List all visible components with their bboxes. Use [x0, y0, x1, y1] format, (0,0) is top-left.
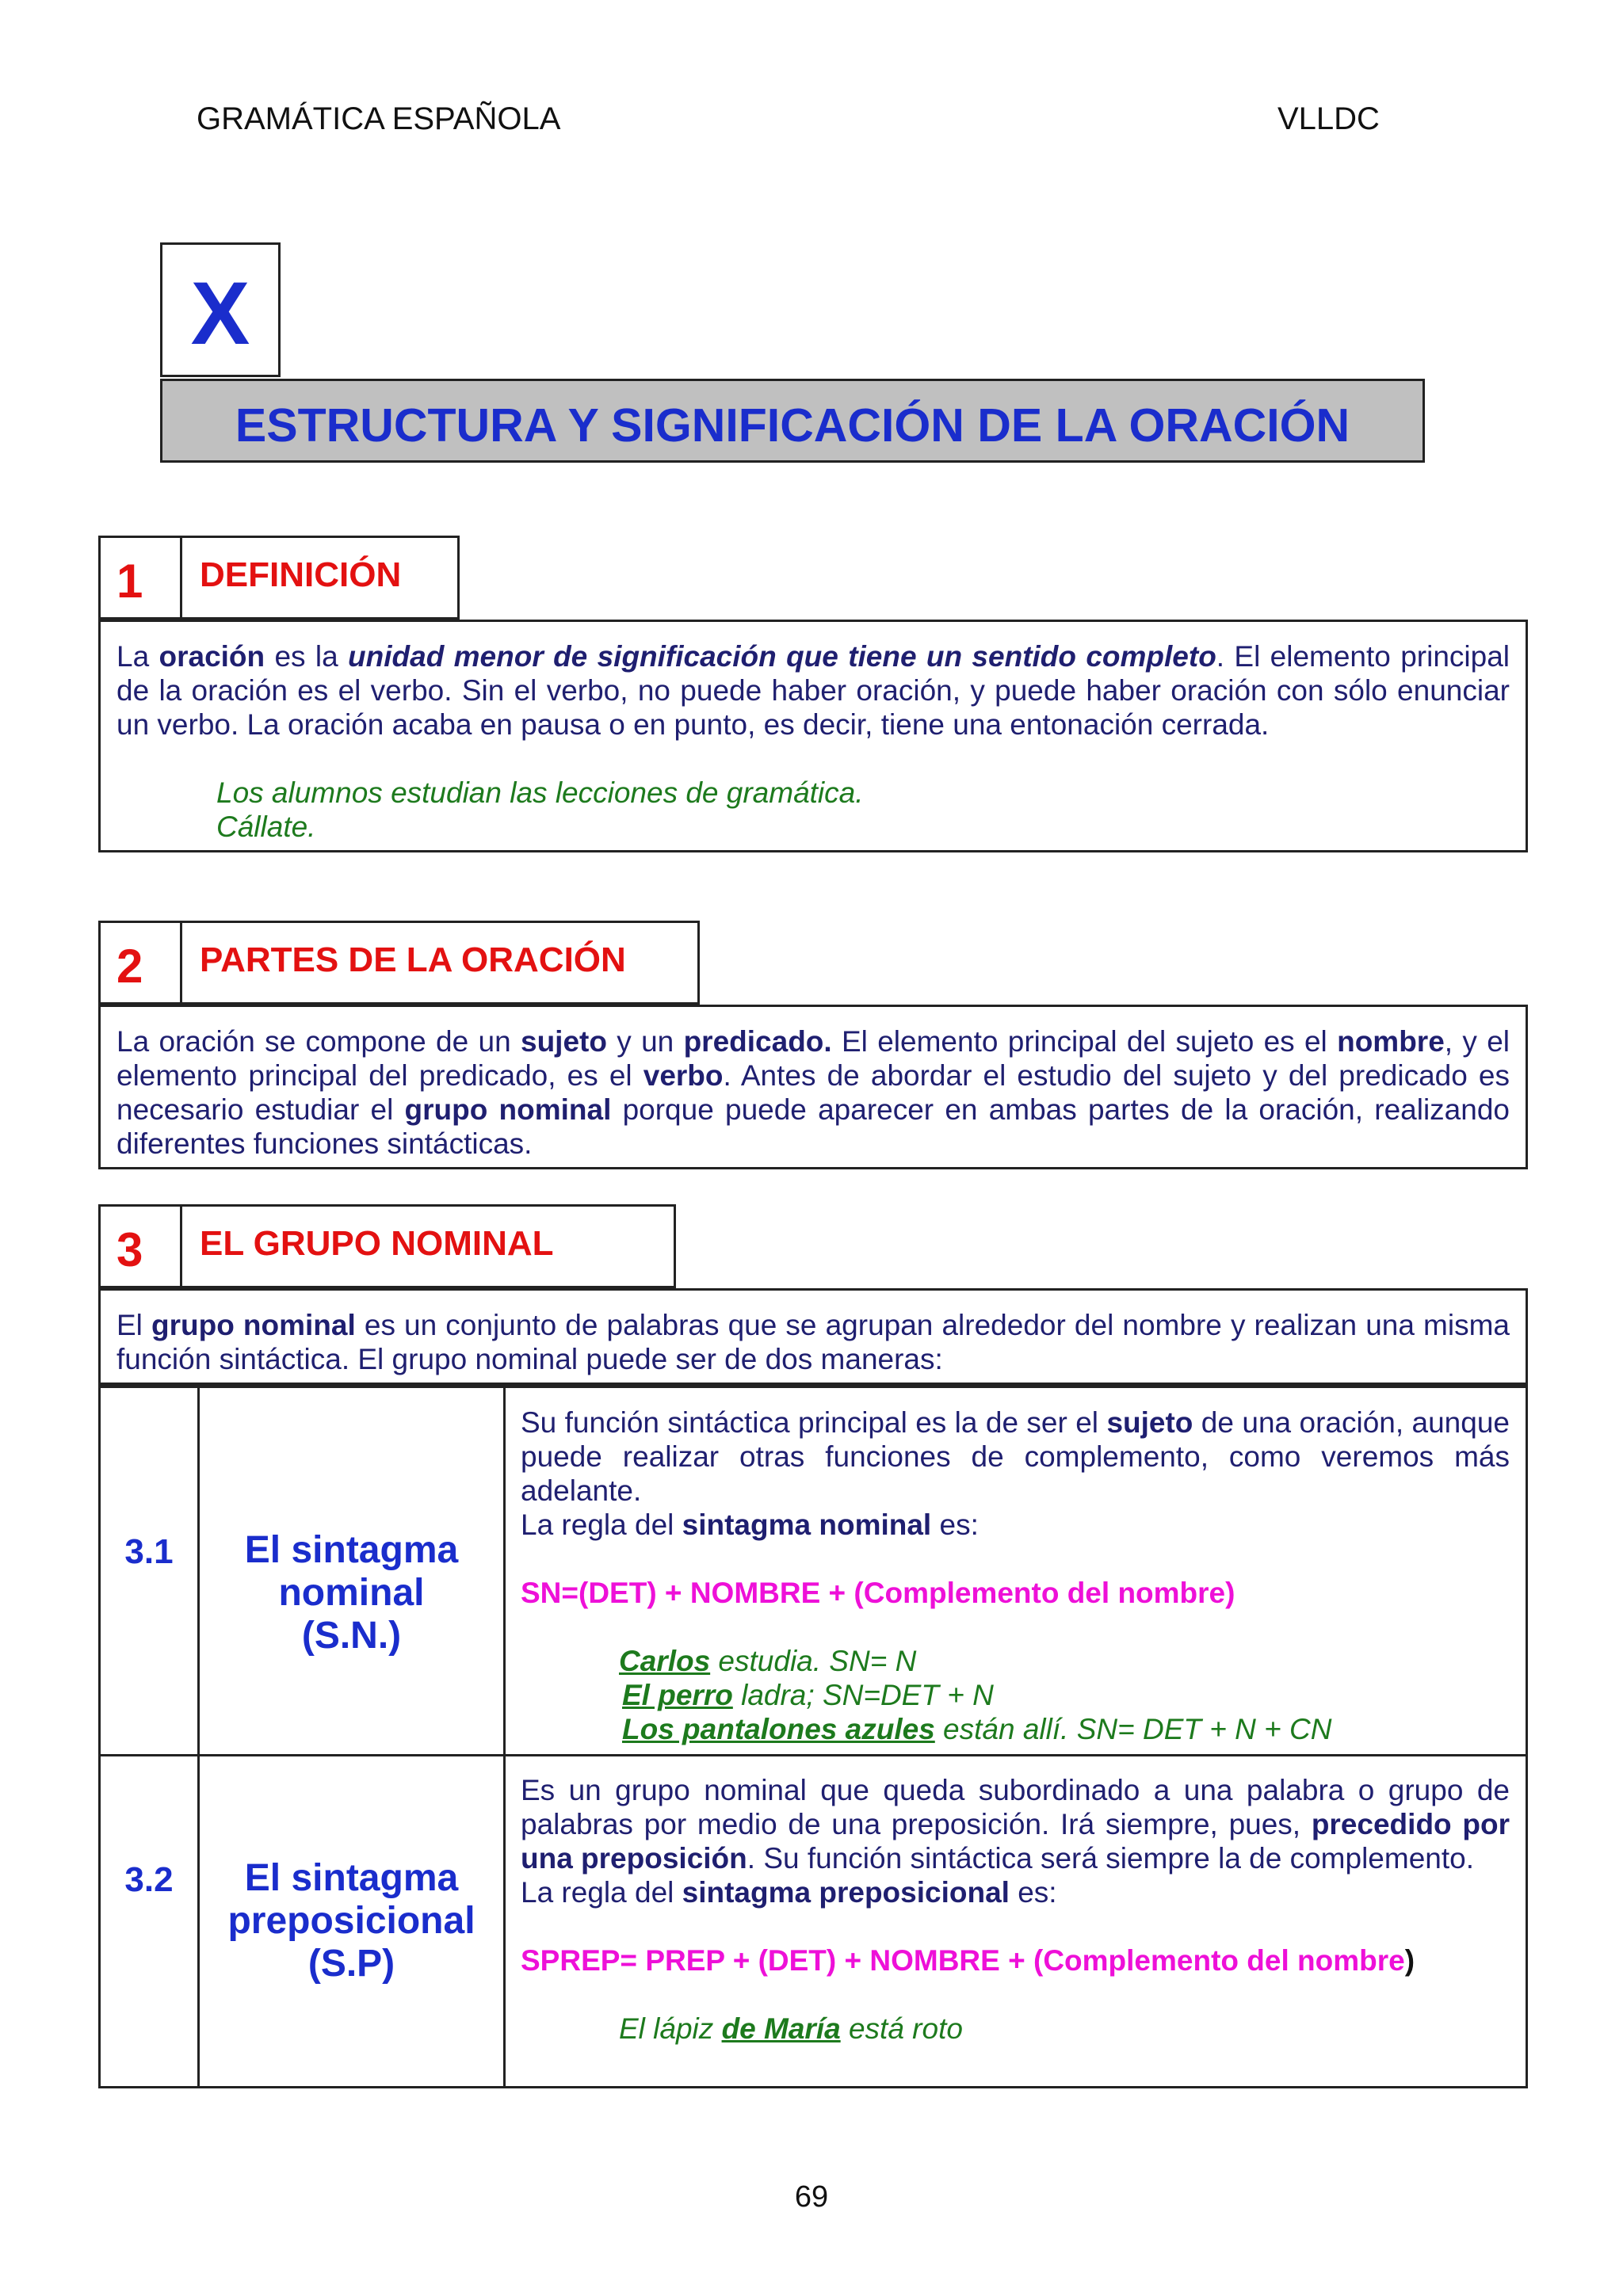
row-3-1-example-1: [521, 1644, 1510, 1678]
term-sujeto: sujeto: [1106, 1406, 1193, 1439]
section1-number: 1: [116, 555, 143, 608]
section1-example-1: Los alumnos estudian las lecciones de gramática.: [216, 776, 864, 809]
text: es un conjunto de palabras que se agrupan alrededor del nombre y realizan una misma función sintáctica. El grupo nominal puede ser de dos maneras:: [116, 1309, 1510, 1375]
section2-body: [98, 1005, 1528, 1169]
term-sujeto: sujeto: [521, 1025, 607, 1058]
chapter-number: X: [190, 264, 250, 363]
section2-number: 2: [116, 940, 143, 993]
section3-paragraph: [116, 1308, 1510, 1376]
row-3-1-text: [521, 1405, 1510, 1508]
row-3-2-rule-intro: [521, 1875, 1510, 1909]
section1-paragraph: [116, 639, 1510, 742]
definition-emphasis: unidad menor de significación que tiene un sentido completo: [348, 640, 1216, 673]
chapter-number-box: [160, 242, 281, 377]
term-verbo: verbo: [643, 1059, 724, 1092]
text: están allí. SN= DET + N + CN: [934, 1713, 1332, 1745]
section3-body: [98, 1288, 1528, 1385]
section2-title: PARTES DE LA ORACIÓN: [200, 940, 626, 979]
text: de una oración, aunque puede realizar otras funciones de complemento, como veremos más adelante.: [521, 1406, 1510, 1507]
text: Es un grupo nominal que queda subordinado a una palabra o grupo de palabras por medio de una preposición. Irá siempre, pues,: [521, 1774, 1510, 1840]
term-oracion: oración: [158, 640, 265, 673]
text: ladra; SN=DET + N: [732, 1679, 994, 1711]
example-complement: de María: [721, 2012, 841, 2045]
section1-title-cell: [180, 536, 460, 620]
section1-example-2: Cállate.: [216, 810, 316, 843]
row-3-2-name: [200, 1857, 503, 1985]
term-nombre: nombre: [1337, 1025, 1445, 1058]
section3-number-cell: [98, 1204, 182, 1288]
row-3-1-number: 3.1: [124, 1532, 174, 1571]
text: El elemento principal del sujeto es el: [831, 1025, 1338, 1058]
text: La regla del: [521, 1876, 682, 1909]
name-line: preposicional: [227, 1900, 475, 1942]
chapter-title: ESTRUCTURA Y SIGNIFICACIÓN DE LA ORACIÓN: [235, 399, 1350, 452]
name-line: (S.N.): [301, 1615, 402, 1657]
text: La oración se compone de un: [116, 1025, 521, 1058]
name-line: El sintagma: [244, 1529, 459, 1571]
chapter-title-box: [160, 379, 1425, 463]
text: es la: [265, 640, 349, 673]
text: La: [116, 640, 159, 673]
text: está roto: [840, 2012, 963, 2045]
page-number: 69: [794, 2180, 829, 2214]
name-line: nominal: [278, 1572, 425, 1614]
row-3-1-name: [200, 1529, 503, 1657]
name-line: El sintagma: [244, 1857, 459, 1899]
term-precedido: precedido por una preposición: [521, 1808, 1510, 1875]
row-3-1-rule: SN=(DET) + NOMBRE + (Complemento del nombre): [521, 1577, 1235, 1609]
term-predicado: predicado.: [683, 1025, 832, 1058]
section3-title: EL GRUPO NOMINAL: [200, 1224, 554, 1263]
section2-paragraph: [116, 1024, 1510, 1161]
section3-number: 3: [116, 1223, 143, 1276]
example-subject: Carlos: [619, 1645, 711, 1677]
row-3-1-description: [521, 1405, 1510, 1746]
row-3-1-example-3: [521, 1712, 1510, 1746]
table-row-divider: [101, 1754, 1526, 1756]
row-3-2-text: [521, 1773, 1510, 1875]
section1-body: [98, 620, 1528, 852]
text: Su función sintáctica principal es la de ser el: [521, 1406, 1107, 1439]
table-divider: [503, 1388, 506, 2086]
header-left: GRAMÁTICA ESPAÑOLA: [197, 101, 561, 136]
section2-title-cell: [180, 921, 700, 1005]
text: y un: [606, 1025, 684, 1058]
section1-number-cell: [98, 536, 182, 620]
text: estudia. SN= N: [710, 1645, 917, 1677]
term-sintagma-nominal: sintagma nominal: [682, 1508, 932, 1541]
example-subject: Los pantalones azules: [622, 1713, 935, 1745]
section1-title: DEFINICIÓN: [200, 555, 402, 594]
section2-number-cell: [98, 921, 182, 1005]
example-subject: El perro: [622, 1679, 733, 1711]
text: La regla del: [521, 1508, 682, 1541]
text: . Su función sintáctica será siempre la de complemento.: [747, 1842, 1474, 1875]
rule-text: SPREP= PREP + (DET) + NOMBRE + (Complemento del nombre: [521, 1944, 1405, 1977]
section3-table: [98, 1385, 1528, 2088]
text: es:: [1009, 1876, 1057, 1909]
rule-end: ): [1404, 1944, 1415, 1977]
text: es:: [931, 1508, 979, 1541]
term-grupo-nominal: grupo nominal: [404, 1093, 612, 1126]
row-3-2-rule: [521, 1943, 1510, 1978]
text: . El elemento principal de la oración es el verbo. Sin el verbo, no puede haber oración, y puede haber oración con sólo enunciar un verbo. La oración acaba en pausa o en punto, es decir, tiene una entonación cerrada.: [116, 640, 1510, 741]
row-3-2-number: 3.2: [124, 1860, 174, 1899]
term-sintagma-preposicional: sintagma preposicional: [682, 1876, 1010, 1909]
term-grupo-nominal: grupo nominal: [151, 1309, 356, 1341]
text: El: [116, 1309, 152, 1341]
header-right: VLLDC: [1277, 101, 1380, 136]
text: , y el elemento principal del predicado, es el: [116, 1025, 1510, 1092]
text: . Antes de abordar el estudio del sujeto y del predicado es necesario estudiar el: [116, 1059, 1510, 1126]
text: porque puede aparecer en ambas partes de la oración, realizando diferentes funciones sintácticas.: [116, 1093, 1510, 1160]
name-line: (S.P): [307, 1943, 395, 1985]
row-3-1-example-2: [521, 1678, 1510, 1712]
row-3-2-example: [521, 2012, 1510, 2046]
row-3-1-rule-intro: [521, 1508, 1510, 1542]
row-3-2-description: [521, 1773, 1510, 2046]
text: El lápiz: [619, 2012, 722, 2045]
section3-title-cell: [180, 1204, 676, 1288]
